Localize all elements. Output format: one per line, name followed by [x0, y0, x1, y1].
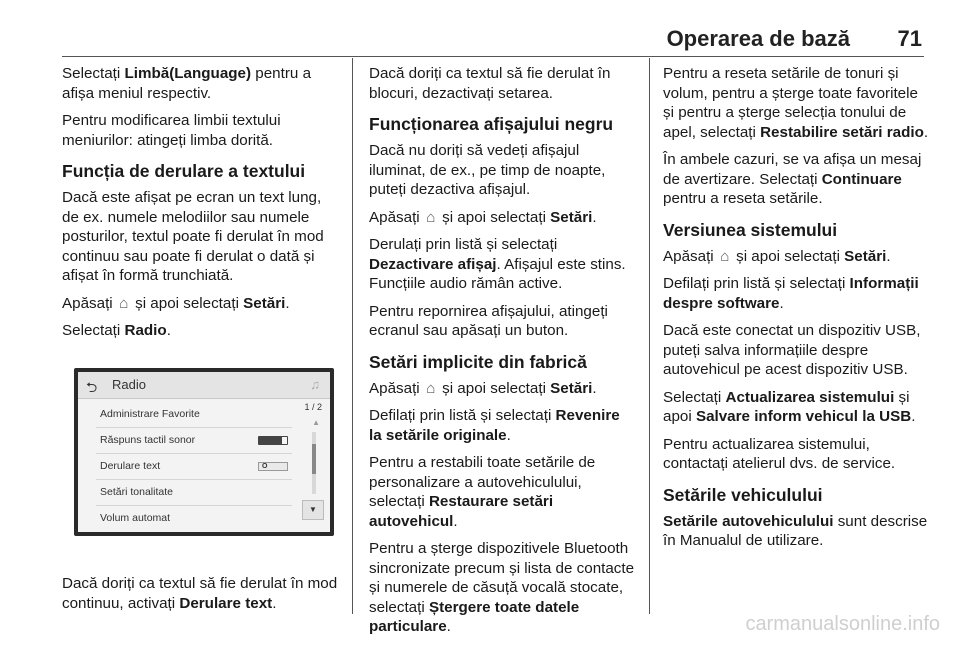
scroll-down-button[interactable]: [302, 500, 324, 520]
display-screen: [78, 372, 330, 532]
paragraph: Pentru repornirea afișajului, atingeți ecranul sau apăsați un buton.: [369, 302, 608, 339]
toggle-knob: [282, 437, 287, 444]
scroll-up-icon[interactable]: ▲: [312, 418, 320, 427]
paragraph: Dacă doriți ca textul să fie derulat în blocuri, dezactivați setarea.: [369, 65, 611, 102]
paragraph: Dacă este afișat pe ecran un text lung, de ex. numele melodiilor sau numele posturilor, textul poate fi derulat în mod continuu sau poate fi derulat o dată și afișat în formă trunchiată.: [62, 189, 324, 284]
watermark: carmanualsonline.info: [745, 613, 940, 635]
list-item[interactable]: Setări tonalitate: [96, 480, 292, 506]
paragraph: Pentru a restabili toate setările de personalizare a autovehiculului, selectați Restaurare setări autovehicul.: [369, 454, 596, 530]
paragraph: Apăsați ⌂ și apoi selectați Setări.: [62, 294, 290, 312]
heading-text-scroll: Funcția de derulare a textului: [62, 161, 306, 181]
list-item[interactable]: Răspuns tactil sonor: [96, 428, 292, 454]
toggle-switch-on[interactable]: [258, 436, 288, 445]
heading-vehicle-settings: Setările vehiculului: [663, 484, 823, 505]
column-2: [369, 64, 635, 645]
paragraph: Defilați prin listă și selectați Informații despre software.: [663, 275, 919, 312]
page-indicator: 1 / 2: [304, 402, 322, 412]
paragraph: Pentru a șterge dispozitivele Bluetooth sincronizate precum și lista de contacte și numerele de căsuță vocală stocate, selectați Ștergere toate datele particulare.: [369, 540, 635, 635]
page-header: [0, 26, 960, 56]
radio-settings-screenshot: [74, 368, 334, 536]
settings-list: [96, 402, 292, 531]
column-1-bottom: [62, 574, 338, 621]
music-note-icon: ♫: [310, 377, 320, 392]
header-rule: [62, 56, 924, 57]
paragraph: Setările autovehiculului sunt descrise în Manualul de utilizare.: [663, 512, 928, 549]
heading-system-version: Versiunea sistemului: [663, 219, 838, 240]
paragraph: Dacă este conectat un dispozitiv USB, puteți salva informațiile despre autovehicul pe acest dispozitiv USB.: [663, 322, 921, 378]
paragraph: Pentru a reseta setările de tonuri și volum, pentru a șterge toate favoritele și pentru a șterge selecția tonului de apel, selectați Restabilire setări radio.: [663, 65, 929, 141]
scrollbar[interactable]: [312, 432, 316, 494]
paragraph: Apăsați ⌂ și apoi selectați Setări.: [663, 247, 891, 265]
scroll-thumb[interactable]: [312, 444, 316, 474]
column-divider-1: [352, 58, 353, 614]
heading-black-display: Funcționarea afișajului negru: [369, 114, 614, 134]
screen-title: Radio: [112, 377, 146, 392]
home-key-icon: ⌂: [119, 294, 129, 312]
column-3: [663, 64, 929, 559]
home-key-icon: ⌂: [426, 379, 436, 397]
home-key-icon: ⌂: [720, 247, 730, 265]
toggle-switch-off[interactable]: O: [258, 462, 288, 471]
home-key-icon: ⌂: [426, 208, 436, 226]
column-1: [62, 64, 338, 349]
heading-factory-defaults: Setări implicite din fabrică: [369, 351, 587, 372]
chevron-down-icon: ▼: [309, 505, 317, 514]
paragraph: Derulați prin listă și selectați Dezactivare afișaj. Afișajul este stins. Funcțiile audio rămân active.: [369, 236, 626, 292]
list-item[interactable]: Derulare text O: [96, 454, 292, 480]
paragraph: Dacă doriți ca textul să fie derulat în mod continuu, activați Derulare text.: [62, 575, 338, 612]
paragraph: Selectați Radio.: [62, 322, 171, 339]
paragraph: În ambele cazuri, se va afișa un mesaj de avertizare. Selectați Continuare pentru a reseta setările.: [663, 151, 922, 207]
column-divider-2: [649, 58, 650, 614]
section-title: Operarea de bază: [666, 26, 850, 51]
screen-titlebar: [78, 372, 330, 399]
paragraph: Pentru actualizarea sistemului, contactați atelierul dvs. de service.: [663, 435, 896, 472]
paragraph: Pentru modificarea limbii textului meniurilor: atingeți limba dorită.: [62, 112, 281, 149]
paragraph: Selectați Actualizarea sistemului și apoi Salvare inform vehicul la USB.: [663, 388, 916, 425]
back-arrow-icon[interactable]: ⮌: [86, 379, 98, 395]
paragraph: Dacă nu doriți să vedeți afișajul iluminat, de ex., pe timp de noapte, puteți dezactiva afișajul.: [369, 142, 606, 198]
paragraph: Selectați Limbă(Language) pentru a afișa meniul respectiv.: [62, 65, 312, 102]
paragraph: Apăsați ⌂ și apoi selectați Setări.: [369, 208, 597, 226]
list-item[interactable]: Volum automat: [100, 512, 171, 524]
list-item[interactable]: Administrare Favorite: [96, 402, 292, 428]
paragraph: Apăsați ⌂ și apoi selectați Setări.: [369, 379, 597, 397]
page-number: 71: [897, 26, 922, 51]
paragraph: Defilați prin listă și selectați Revenire la setările originale.: [369, 407, 620, 444]
